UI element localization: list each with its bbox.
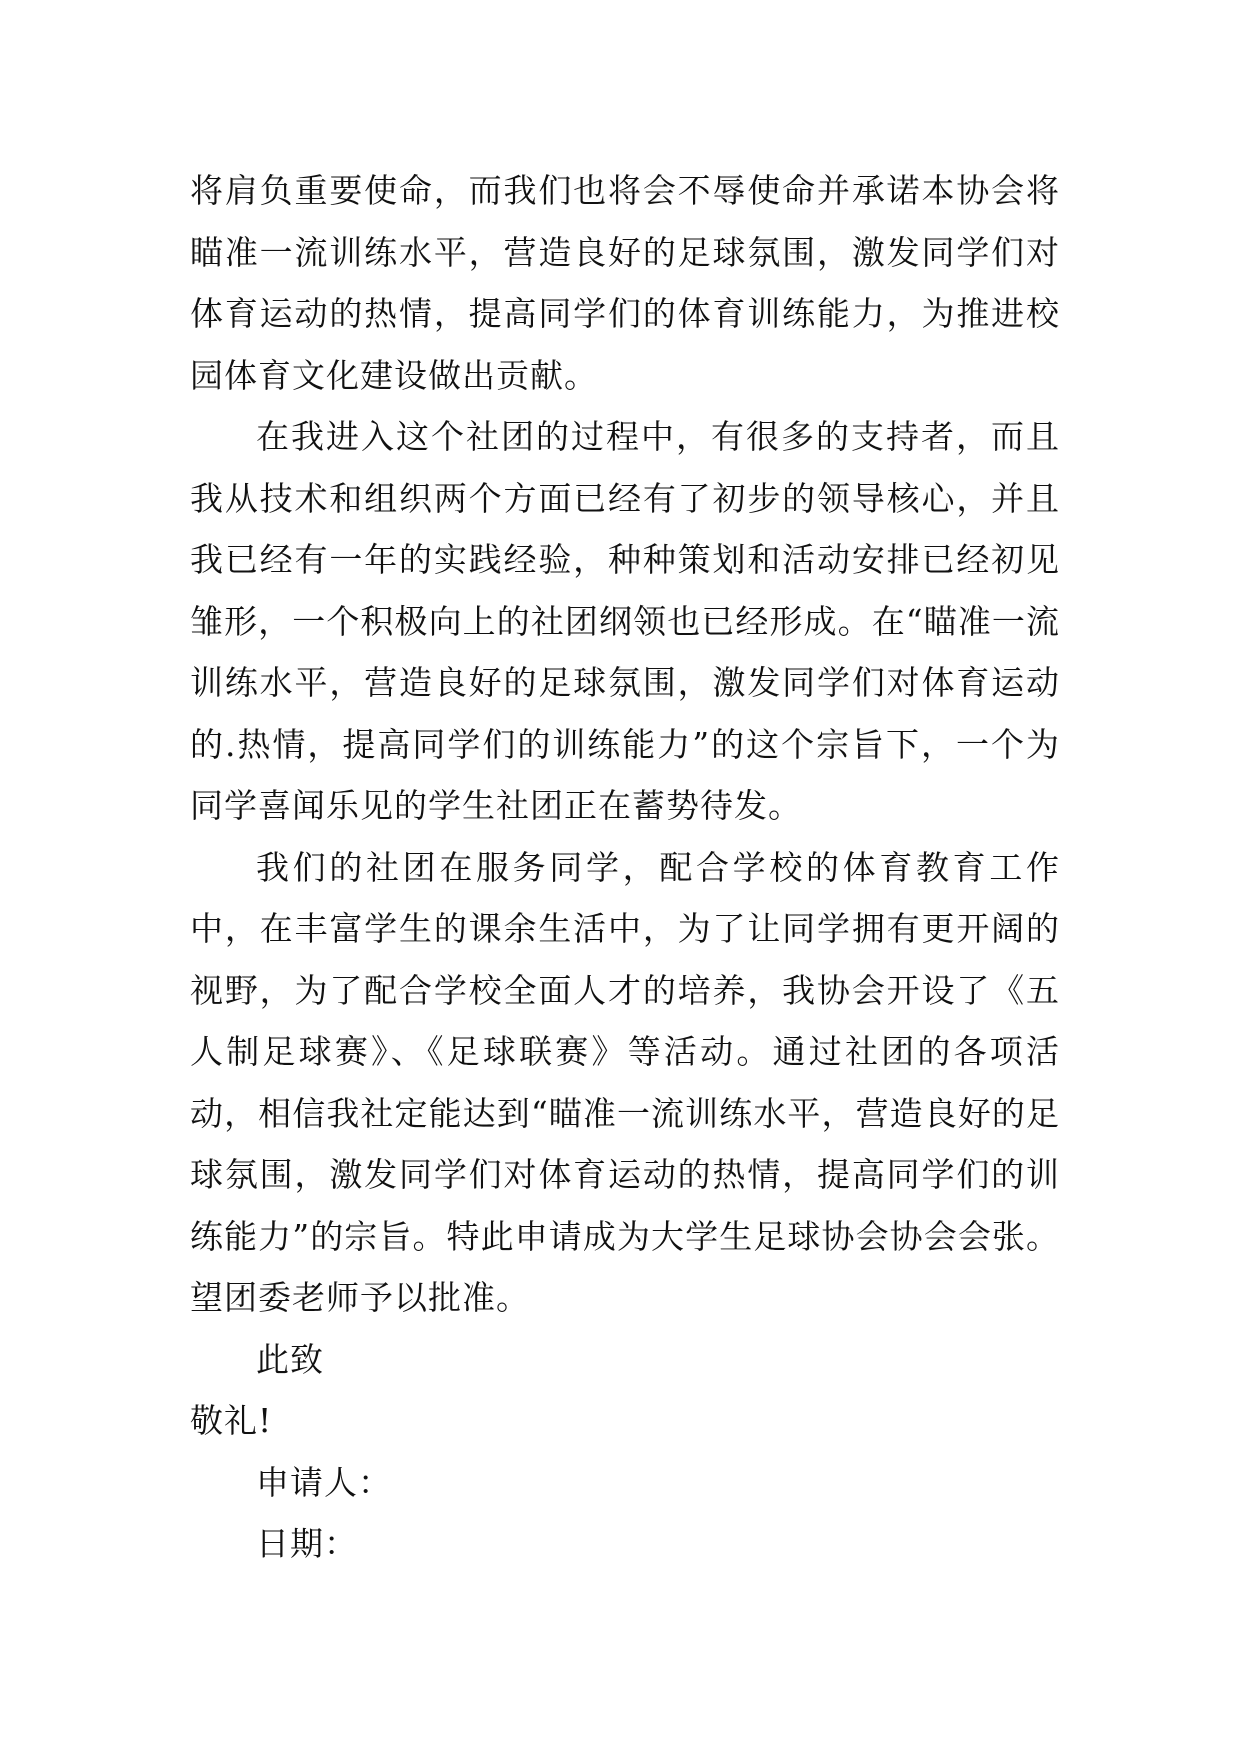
applicant-label: 申请人：: [256, 1462, 392, 1502]
paragraph-2: 在我进入这个社团的过程中，有很多的支持者，而且我从技术和组织两个方面已经有了初步的领导核心，并且我已经有一年的实践经验，种种策划和活动安排已经初见雏形，一个积极向上的社团纲领也已经形成。在“瞄准一流训练水平，营造良好的足球氛围，激发同学们对体育运动的.热情，提高同学们的训练能力”的这个宗旨下，一个为同学喜闻乐见的学生社团正在蓄势待发。: [190, 417, 1060, 825]
salutation-text: 敬礼!: [190, 1401, 273, 1440]
date-label: 日期：: [256, 1524, 358, 1563]
document-body: [190, 160, 1060, 1575]
paragraph-3: 我们的社团在服务同学，配合学校的体育教育工作中，在丰富学生的课余生活中，为了让同学拥有更开阔的视野，为了配合学校全面人才的培养，我协会开设了《五人制足球赛》、《足球联赛》等活动。通过社团的各项活动，相信我社定能达到“瞄准一流训练水平，营造良好的足球氛围，激发同学们对体育运动的热情，提高同学们的训练能力”的宗旨。特此申请成为大学生足球协会协会会张。望团委老师予以批准。: [190, 847, 1060, 1317]
closing-text: 此致: [256, 1339, 324, 1379]
paragraph-1: 将肩负重要使命，而我们也将会不辱使命并承诺本协会将瞄准一流训练水平，营造良好的足球氛围，激发同学们对体育运动的热情，提高同学们的体育训练能力，为推进校园体育文化建设做出贡献。: [190, 171, 1060, 395]
